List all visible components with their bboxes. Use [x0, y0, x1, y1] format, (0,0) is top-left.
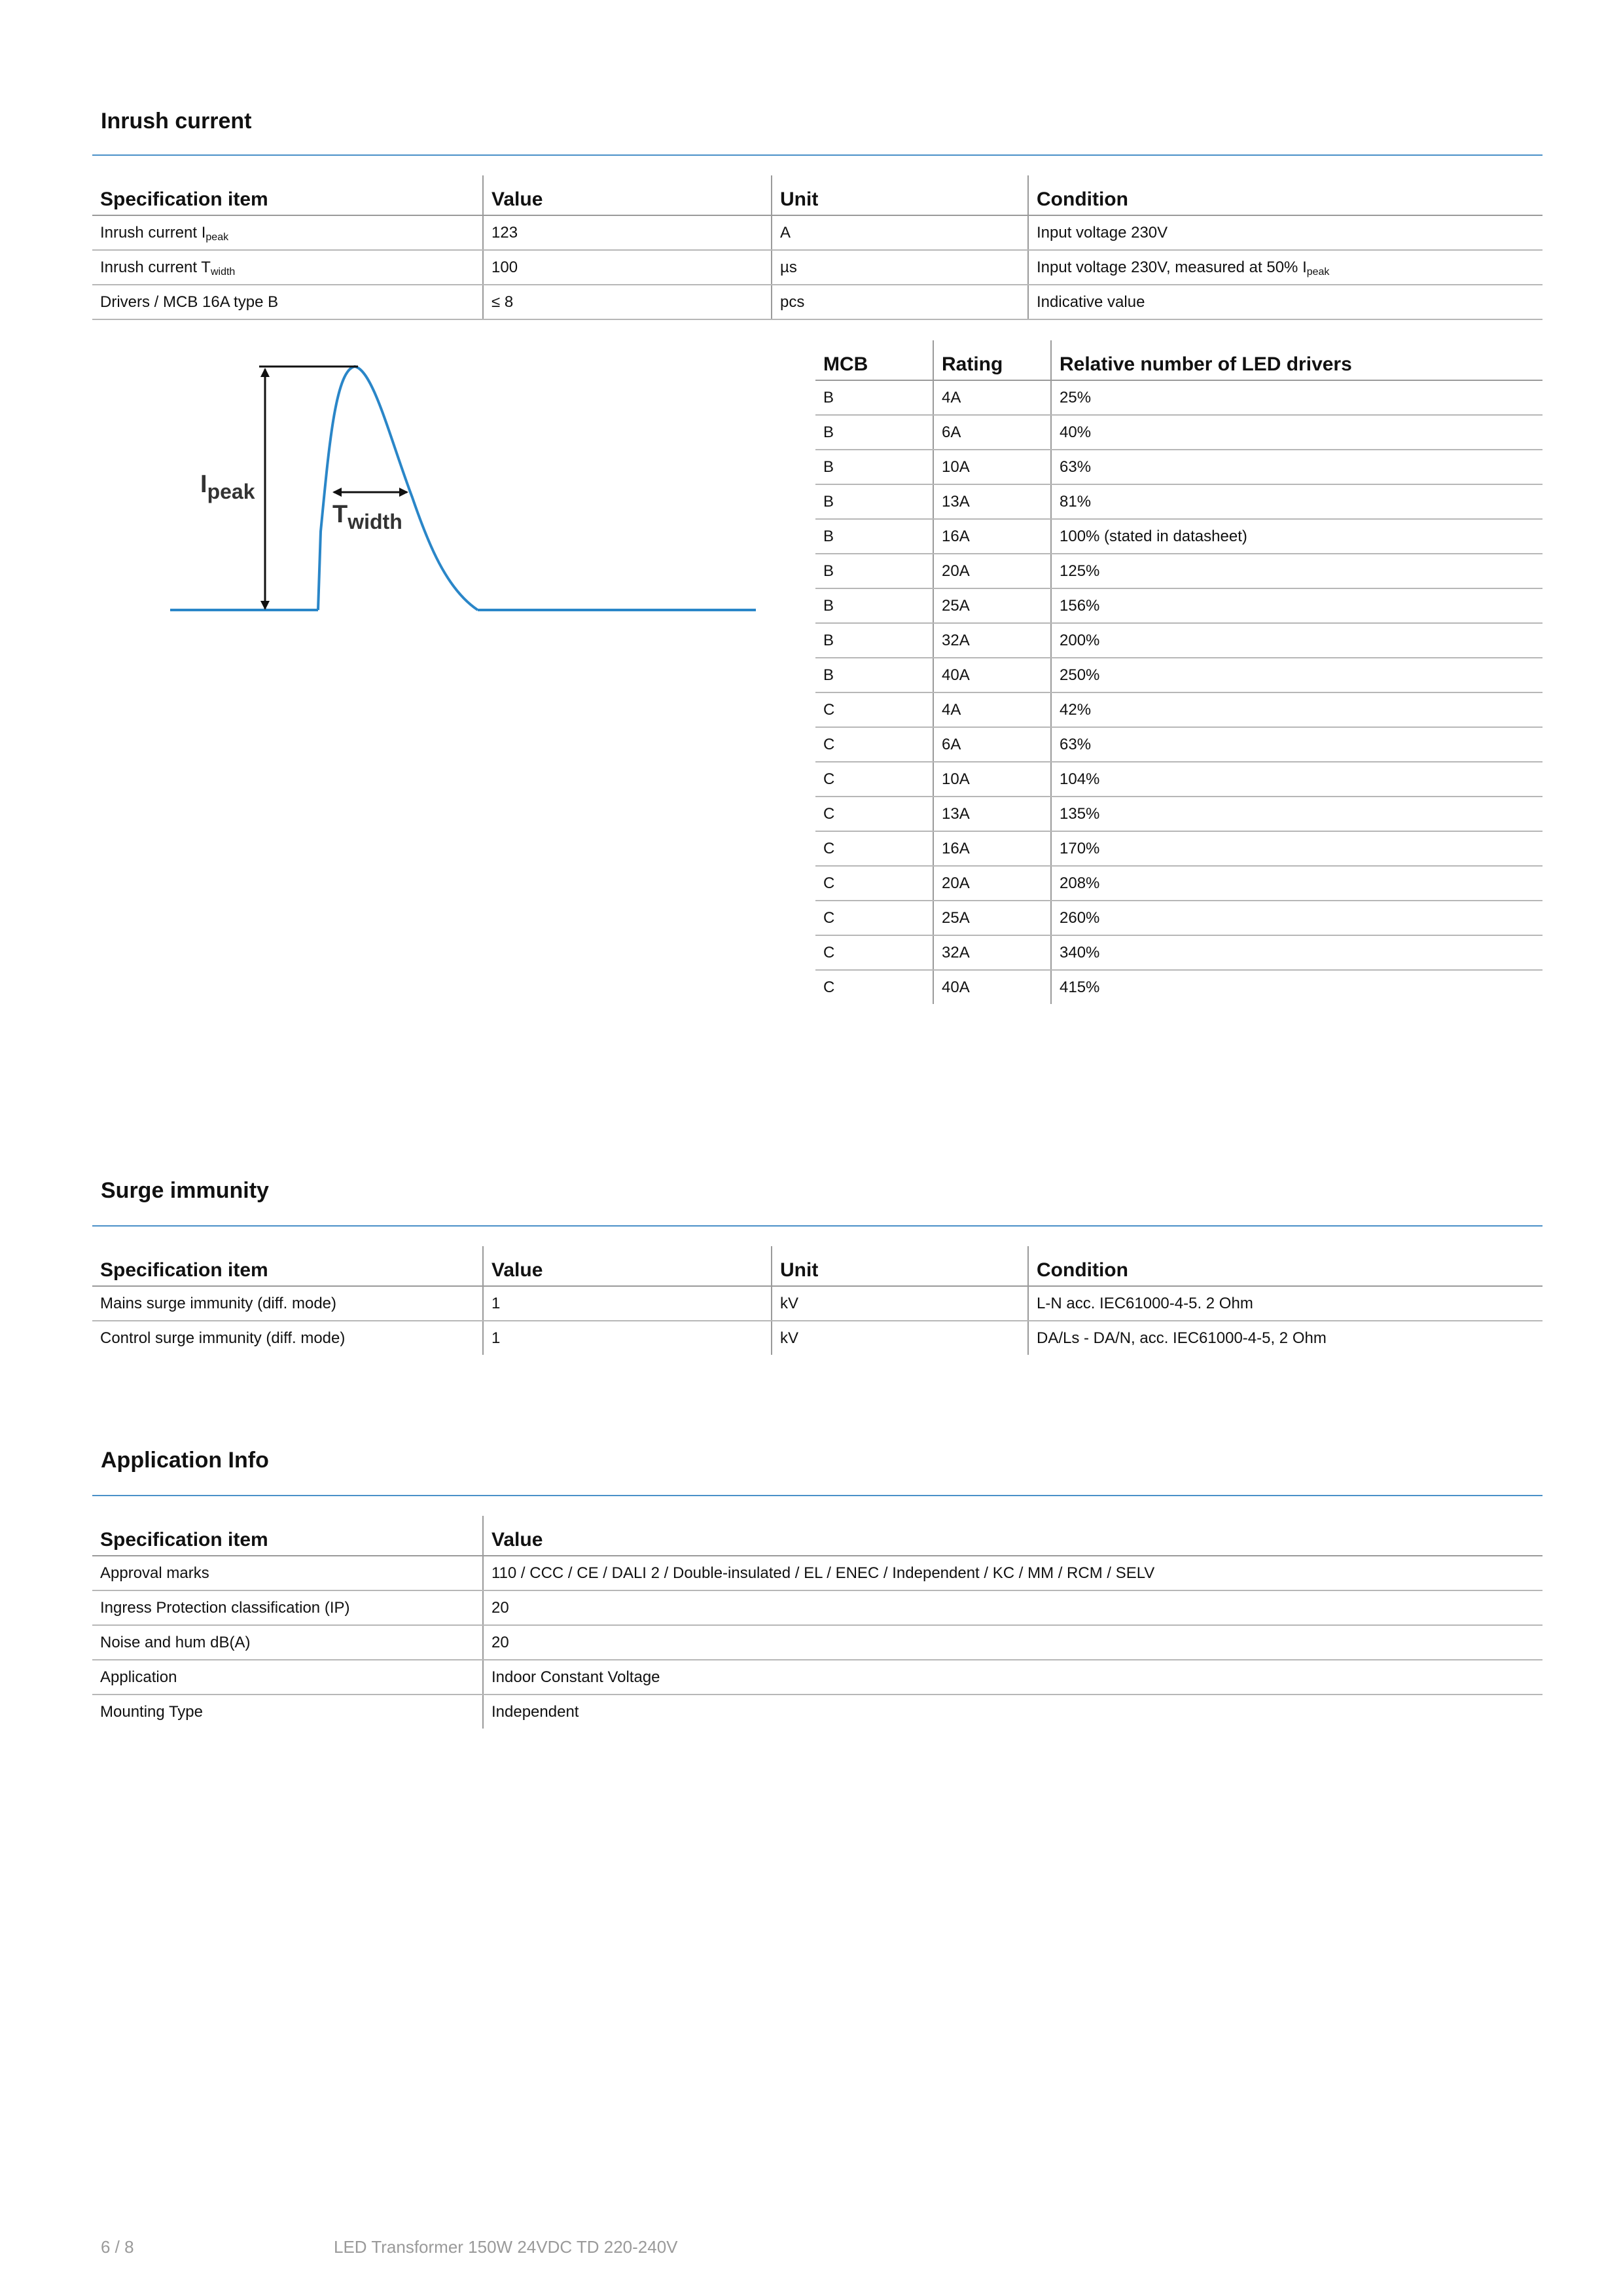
- relative-cell: 40%: [1051, 415, 1543, 450]
- table-row: [92, 250, 1543, 285]
- rating-cell: 20A: [933, 866, 1051, 901]
- relative-cell: 170%: [1051, 831, 1543, 866]
- spec-item-cell: Inrush current $I_{peak}$: [92, 215, 483, 250]
- mcb-type-cell: B: [815, 554, 933, 588]
- unit-cell: kV: [772, 1321, 1028, 1355]
- rating-cell: 10A: [933, 762, 1051, 797]
- table-row: [92, 1321, 1543, 1355]
- section-title-surge: Surge immunity: [101, 1178, 269, 1203]
- relative-cell: 340%: [1051, 935, 1543, 970]
- relative-cell: 81%: [1051, 484, 1543, 519]
- mcb-type-cell: B: [815, 588, 933, 623]
- relative-cell: 260%: [1051, 901, 1543, 935]
- rating-cell: 6A: [933, 415, 1051, 450]
- value-cell: 100: [483, 250, 772, 285]
- spec-item-cell: Mounting Type: [100, 1702, 203, 1721]
- section-rule-surge: [92, 1225, 1543, 1227]
- table-row: [815, 554, 1543, 588]
- table-row: [815, 450, 1543, 484]
- column-header: Relative number of LED drivers: [1051, 340, 1543, 380]
- ipeak-label: Ipeak: [200, 471, 255, 503]
- table-row: [92, 1556, 1543, 1590]
- footer-page-number: 6 / 8: [101, 2237, 134, 2257]
- table-row: [815, 831, 1543, 866]
- mcb-type-cell: C: [815, 935, 933, 970]
- relative-cell: 104%: [1051, 762, 1543, 797]
- relative-cell: 25%: [1051, 380, 1543, 415]
- unit-cell: A: [772, 215, 1028, 250]
- condition-cell: Indicative value: [1028, 285, 1543, 319]
- table-row: [92, 1590, 1543, 1625]
- value-cell: 1: [483, 1286, 772, 1321]
- table-row: [815, 762, 1543, 797]
- spec-item-cell: Application: [92, 1660, 483, 1695]
- table-row: [92, 215, 1543, 250]
- application-table: [92, 1516, 1543, 1729]
- table-header-row: [92, 1246, 1543, 1286]
- section-title-inrush: Inrush current: [101, 109, 252, 134]
- table-row: [815, 380, 1543, 415]
- value-cell: ≤ 8: [483, 285, 772, 319]
- table-header-row: [815, 340, 1543, 380]
- condition-cell: DA/Ls - DA/N, acc. IEC61000-4-5, 2 Ohm: [1028, 1321, 1543, 1355]
- column-header: Unit: [772, 175, 1028, 215]
- column-header: Unit: [772, 1246, 1028, 1286]
- twidth-label: Twidth: [332, 501, 402, 533]
- condition-cell: Input voltage 230V, measured at 50% $I_{peak}$: [1028, 250, 1543, 285]
- rating-cell: 20A: [933, 554, 1051, 588]
- rating-cell: 16A: [933, 831, 1051, 866]
- relative-cell: 250%: [1051, 658, 1543, 692]
- inrush-table: [92, 175, 1543, 320]
- table-row: [92, 1695, 1543, 1729]
- column-header: MCB: [815, 340, 933, 380]
- mcb-type-cell: B: [815, 450, 933, 484]
- table-row: [815, 866, 1543, 901]
- mcb-type-cell: C: [815, 797, 933, 831]
- mcb-type-cell: B: [815, 484, 933, 519]
- rating-cell: 40A: [933, 658, 1051, 692]
- table-row: [815, 415, 1543, 450]
- table-row: [92, 285, 1543, 319]
- rating-cell: 32A: [933, 935, 1051, 970]
- mcb-type-cell: C: [815, 831, 933, 866]
- column-header: Specification item: [92, 1516, 483, 1556]
- value-cell: 20: [483, 1625, 1543, 1660]
- column-header: Value: [483, 1516, 1543, 1556]
- spec-item-cell: Mains surge immunity (diff. mode): [92, 1286, 483, 1321]
- table-row: [815, 588, 1543, 623]
- mcb-type-cell: C: [815, 866, 933, 901]
- spec-item-cell: Approval marks: [92, 1556, 483, 1590]
- rating-cell: 4A: [933, 380, 1051, 415]
- mcb-type-cell: B: [815, 519, 933, 554]
- mcb-type-cell: C: [815, 692, 933, 727]
- value-cell: 110 / CCC / CE / DALI 2 / Double-insulated / EL / ENEC / Independent / KC / MM / RCM / SELV: [483, 1556, 1543, 1590]
- inrush-pulse-diagram: [164, 347, 766, 635]
- mcb-type-cell: B: [815, 415, 933, 450]
- rating-cell: 25A: [933, 901, 1051, 935]
- table-header-row: [92, 1516, 1543, 1556]
- rating-cell: 10A: [933, 450, 1051, 484]
- footer-product-name: LED Transformer 150W 24VDC TD 220-240V: [334, 2237, 678, 2257]
- mcb-type-cell: C: [815, 762, 933, 797]
- table-row: [815, 970, 1543, 1004]
- section-rule-inrush: [92, 154, 1543, 156]
- value-cell: Independent: [483, 1695, 1543, 1729]
- relative-cell: 200%: [1051, 623, 1543, 658]
- condition-cell: L-N acc. IEC61000-4-5. 2 Ohm: [1028, 1286, 1543, 1321]
- unit-cell: pcs: [772, 285, 1028, 319]
- rating-cell: 25A: [933, 588, 1051, 623]
- relative-cell: 125%: [1051, 554, 1543, 588]
- table-row: [815, 901, 1543, 935]
- value-cell: Indoor Constant Voltage: [483, 1660, 1543, 1695]
- relative-cell: 63%: [1051, 727, 1543, 762]
- rating-cell: 13A: [933, 484, 1051, 519]
- rating-cell: 40A: [933, 970, 1051, 1004]
- pulse-curve: [318, 367, 478, 610]
- rating-cell: 4A: [933, 692, 1051, 727]
- mcb-table: [815, 340, 1543, 1004]
- spec-item-cell: Ingress Protection classification (IP): [92, 1590, 483, 1625]
- table-row: [815, 692, 1543, 727]
- value-cell: 20: [483, 1590, 1543, 1625]
- table-row: [815, 727, 1543, 762]
- spec-item-cell: Inrush current $T_{width}$: [92, 250, 483, 285]
- rating-cell: 16A: [933, 519, 1051, 554]
- mcb-type-cell: B: [815, 380, 933, 415]
- table-row: [815, 658, 1543, 692]
- relative-cell: 208%: [1051, 866, 1543, 901]
- section-rule-application: [92, 1495, 1543, 1496]
- spec-item-cell: Drivers / MCB 16A type B: [92, 285, 483, 319]
- value-cell: 123: [483, 215, 772, 250]
- table-row: [815, 797, 1543, 831]
- column-header: Condition: [1028, 175, 1543, 215]
- mcb-type-cell: C: [823, 978, 835, 996]
- rating-cell: 13A: [933, 797, 1051, 831]
- surge-table: [92, 1246, 1543, 1355]
- table-row: [815, 519, 1543, 554]
- table-header-row: [92, 175, 1543, 215]
- value-cell: 1: [483, 1321, 772, 1355]
- column-header: Value: [483, 1246, 772, 1286]
- column-header: Value: [483, 175, 772, 215]
- column-header: Specification item: [92, 1246, 483, 1286]
- unit-cell: kV: [772, 1286, 1028, 1321]
- relative-cell: 42%: [1051, 692, 1543, 727]
- mcb-type-cell: B: [815, 623, 933, 658]
- column-header: Specification item: [92, 175, 483, 215]
- column-header: Condition: [1028, 1246, 1543, 1286]
- table-row: [815, 484, 1543, 519]
- mcb-type-cell: B: [815, 658, 933, 692]
- relative-cell: 156%: [1051, 588, 1543, 623]
- unit-cell: µs: [772, 250, 1028, 285]
- column-header: Rating: [933, 340, 1051, 380]
- spec-item-cell: Control surge immunity (diff. mode): [100, 1329, 346, 1347]
- mcb-type-cell: C: [815, 727, 933, 762]
- spec-item-cell: Noise and hum dB(A): [92, 1625, 483, 1660]
- table-row: [92, 1286, 1543, 1321]
- section-title-application: Application Info: [101, 1448, 269, 1473]
- relative-cell: 135%: [1051, 797, 1543, 831]
- relative-cell: 100% (stated in datasheet): [1051, 519, 1543, 554]
- table-row: [815, 935, 1543, 970]
- mcb-type-cell: C: [815, 901, 933, 935]
- rating-cell: 6A: [933, 727, 1051, 762]
- relative-cell: 415%: [1051, 970, 1543, 1004]
- rating-cell: 32A: [933, 623, 1051, 658]
- table-row: [815, 623, 1543, 658]
- condition-cell: Input voltage 230V: [1028, 215, 1543, 250]
- relative-cell: 63%: [1051, 450, 1543, 484]
- table-row: [92, 1625, 1543, 1660]
- table-row: [92, 1660, 1543, 1695]
